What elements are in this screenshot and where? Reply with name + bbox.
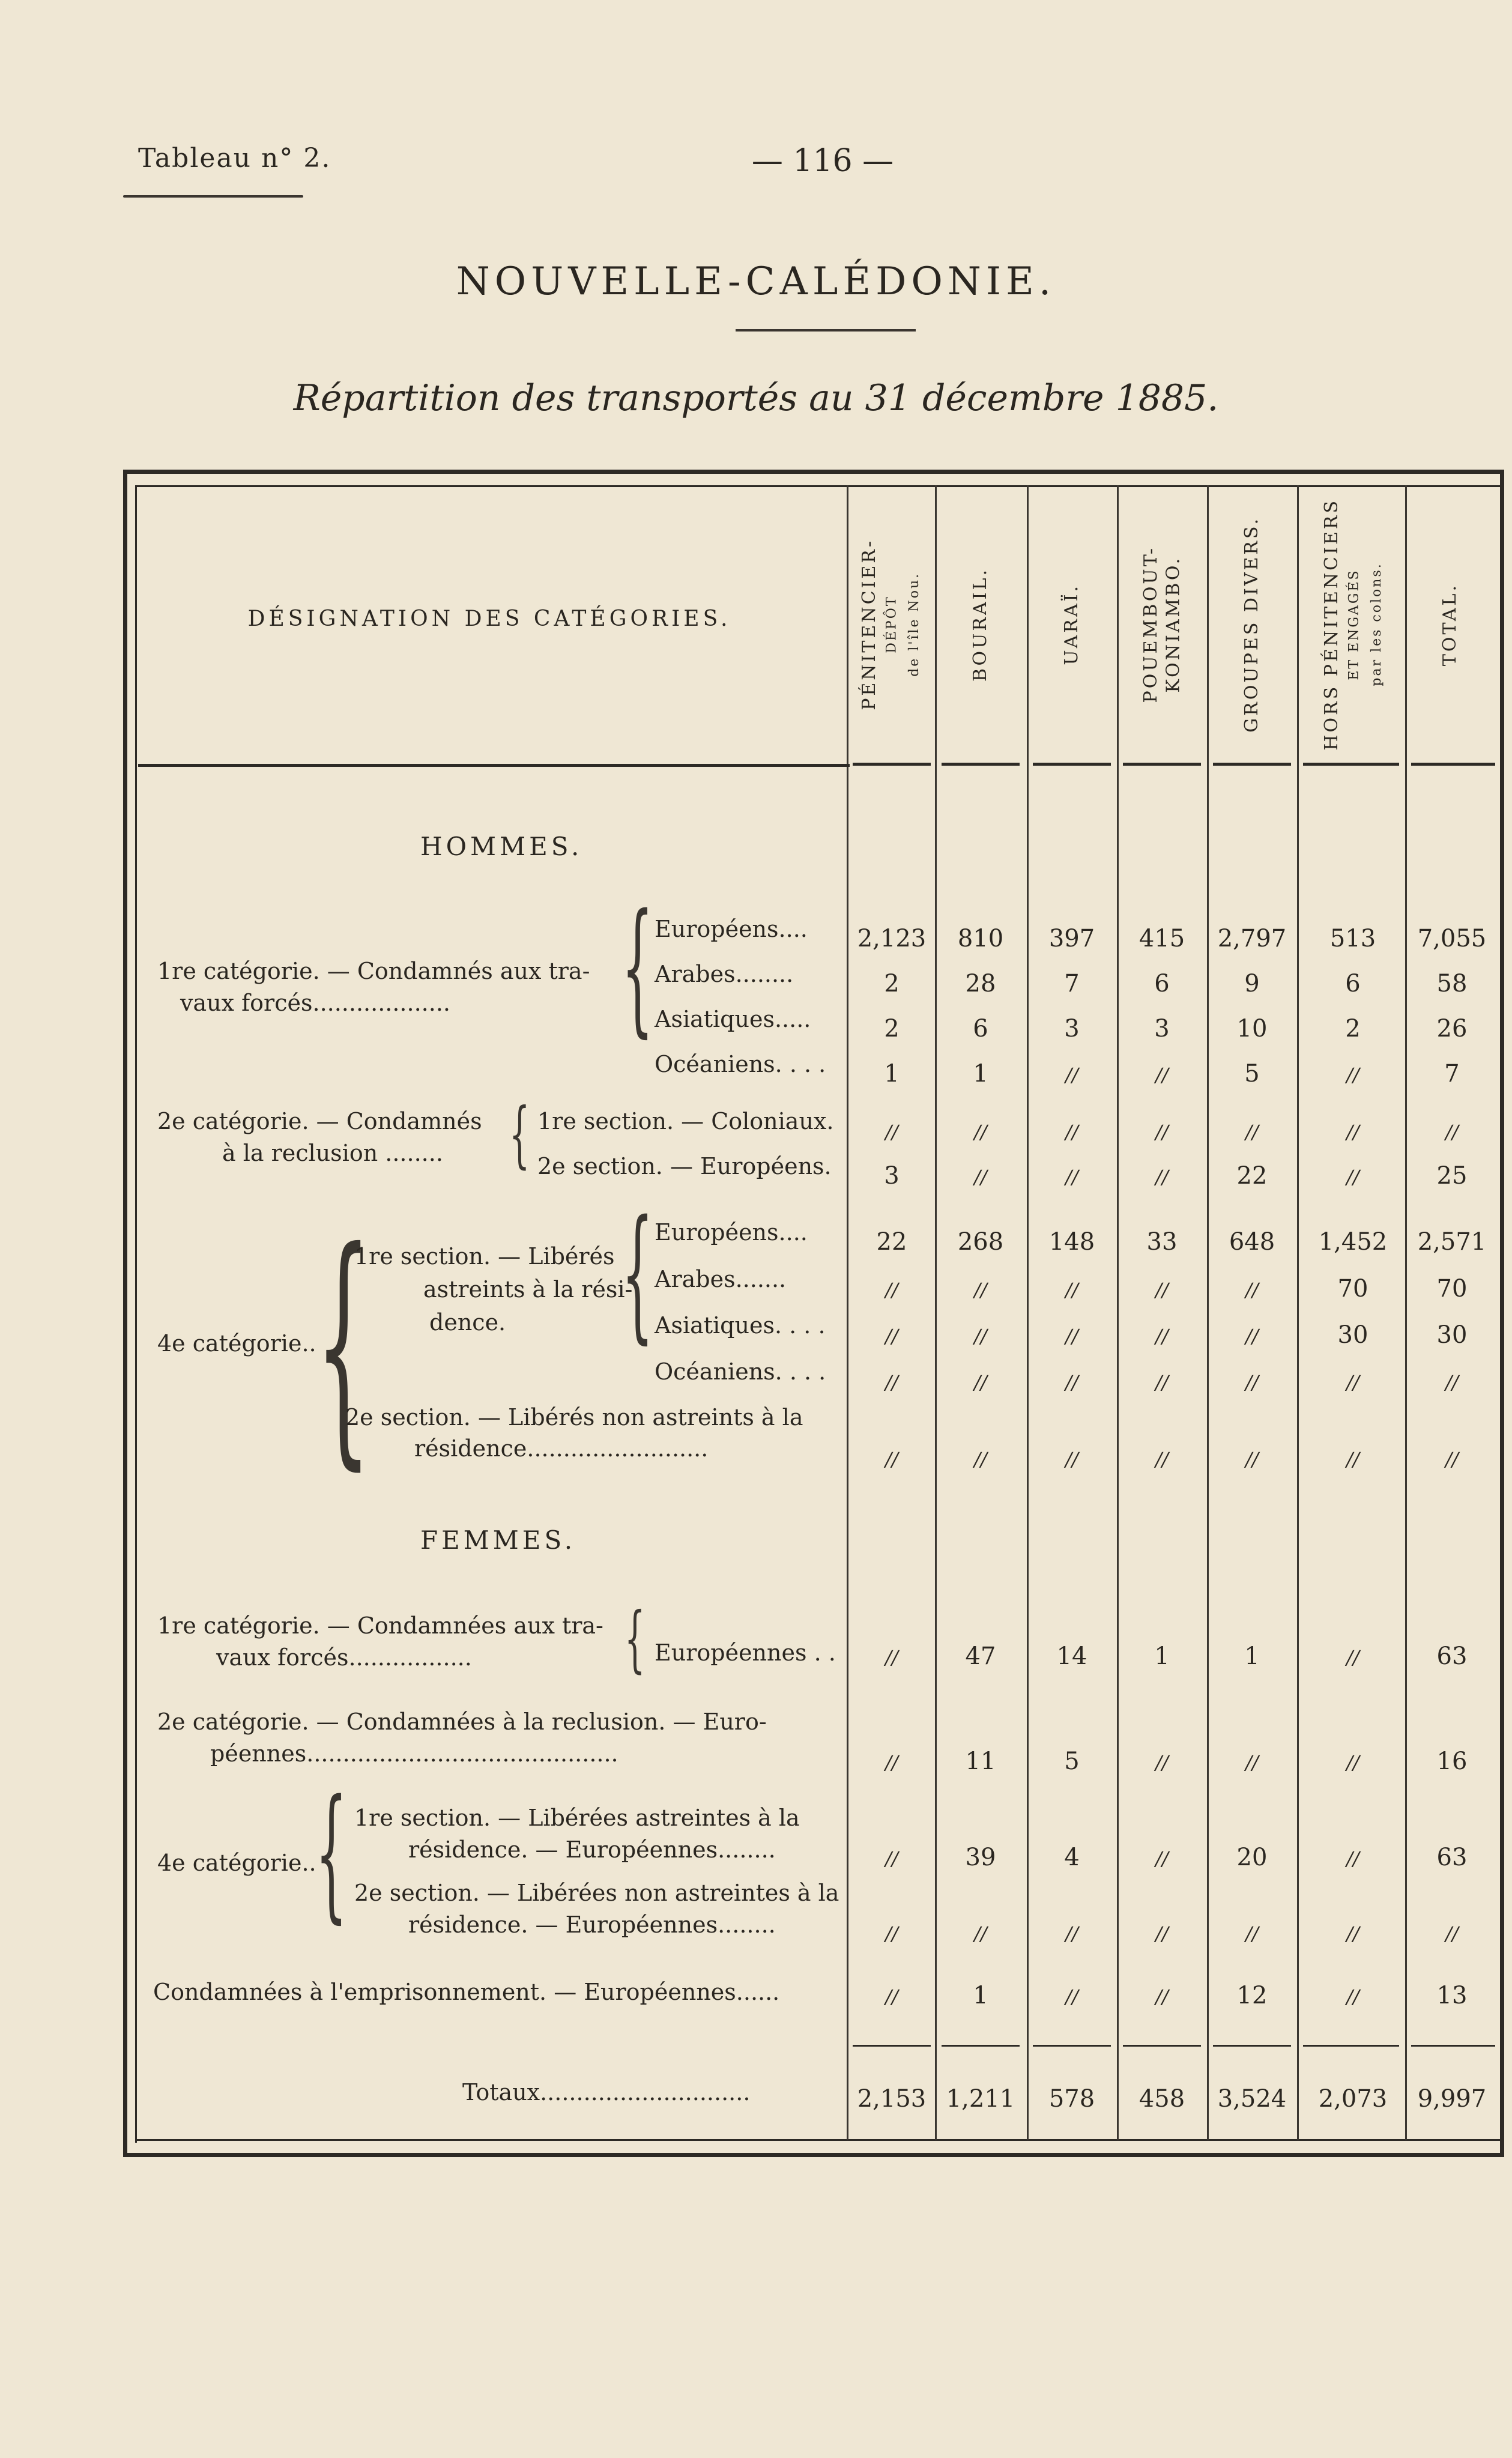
table-cell: //: [1065, 1166, 1078, 1188]
total-label: TOTAL.: [1439, 583, 1461, 667]
table-cell: 7,055: [1417, 925, 1487, 952]
table-cell: 39: [965, 1844, 996, 1871]
table-cell: //: [885, 1985, 898, 2008]
table-cell: 1: [1154, 1642, 1170, 1670]
designation-header: DÉSIGNATION DES CATÉGORIES.: [247, 607, 731, 631]
table-cell: //: [1155, 1166, 1169, 1188]
table-cell: 648: [1229, 1228, 1275, 1256]
table-cell: //: [1245, 1121, 1259, 1143]
table-cell: 58: [1436, 970, 1468, 997]
table-cell: //: [885, 1279, 898, 1301]
table-cell: //: [1346, 1371, 1359, 1394]
hors-label-3: par les colons.: [1368, 562, 1384, 687]
column-header-hors: [1303, 492, 1405, 757]
table-cell: 268: [957, 1228, 1004, 1256]
table-cell: //: [1065, 1121, 1078, 1143]
table-cell: //: [1155, 1847, 1169, 1870]
femmes-cat2-label-cont: péennes...........................................: [210, 1740, 618, 1767]
header-rule: [1123, 763, 1201, 766]
table-inner-bottom-rule: [135, 2139, 1504, 2141]
header-rule: [1033, 763, 1111, 766]
table-cell: 1,452: [1318, 1228, 1388, 1256]
table-cell: 148: [1048, 1228, 1095, 1256]
table-cell: //: [1346, 1646, 1359, 1669]
table-cell: //: [885, 1325, 898, 1348]
table-cell: //: [1065, 1922, 1078, 1945]
table-cell: //: [974, 1279, 987, 1301]
table-cell: 70: [1337, 1275, 1368, 1303]
table-cell: //: [974, 1448, 987, 1471]
table-cell: 5: [1064, 1748, 1080, 1775]
brace: {: [315, 1769, 348, 1937]
table-cell: 6: [973, 1015, 988, 1043]
table-cell: 513: [1329, 925, 1376, 952]
column-divider: [1297, 485, 1299, 2140]
row-label: Européennes . .: [655, 1639, 836, 1666]
table-cell: 2: [884, 1015, 900, 1043]
header-rule: [1303, 763, 1399, 766]
tableau-underline: [123, 195, 303, 198]
table-cell: 11: [965, 1748, 996, 1775]
table-cell: //: [1065, 1371, 1078, 1394]
totals-rule: [1303, 2045, 1399, 2047]
totals-rule: [1213, 2045, 1291, 2047]
page-subtitle: Répartition des transportés au 31 décembre 1885.: [293, 377, 1219, 419]
table-cell: 14: [1056, 1642, 1087, 1670]
header-rule: [1411, 763, 1495, 766]
brace: {: [315, 1198, 372, 1492]
table-cell: 1: [973, 1982, 988, 2009]
femmes-cat1-label: 1re catégorie. — Condamnées aux tra-: [157, 1612, 603, 1639]
table-cell: 2,797: [1217, 925, 1287, 952]
brace: {: [621, 1189, 654, 1357]
total-cell: 3,524: [1217, 2085, 1287, 2113]
table-cell: 1: [973, 1060, 988, 1088]
table-cell: //: [1445, 1121, 1459, 1143]
table-cell: //: [885, 1751, 898, 1774]
total-cell: 2,153: [857, 2085, 927, 2113]
table-cell: 33: [1146, 1228, 1178, 1256]
table-cell: //: [1155, 1121, 1169, 1143]
table-cell: //: [974, 1922, 987, 1945]
row-label: 2e section. — Européens.: [537, 1153, 832, 1179]
table-cell: //: [885, 1371, 898, 1394]
row-label: Européens....: [655, 1219, 808, 1246]
table-cell: //: [1245, 1325, 1259, 1348]
table-cell: //: [1245, 1751, 1259, 1774]
table-cell: 63: [1436, 1844, 1468, 1871]
column-header-uarai: [1028, 492, 1116, 757]
hommes-cat2-label: 2e catégorie. — Condamnés: [157, 1108, 482, 1134]
table-cell: 1: [884, 1060, 900, 1088]
table-cell: //: [1155, 1279, 1169, 1301]
femmes-cat4-section1-cont: résidence. — Européennes........: [408, 1836, 776, 1863]
hommes-cat1-label-cont: vaux forcés...................: [180, 990, 450, 1016]
hors-label-2: ET ENGAGÉS: [1346, 569, 1362, 680]
femmes-cat4-label: 4e catégorie..: [157, 1850, 316, 1876]
row-label: Océaniens. . . .: [655, 1051, 826, 1077]
tableau-number: Tableau n° 2.: [138, 143, 331, 174]
row-label: 1re section. — Coloniaux.: [537, 1108, 834, 1134]
table-cell: 3: [884, 1162, 900, 1190]
table-cell: //: [1346, 1166, 1359, 1188]
table-cell: 2,571: [1417, 1228, 1487, 1256]
cat4-section1-label-end: dence.: [429, 1309, 506, 1336]
table-cell: //: [1445, 1448, 1459, 1471]
table-cell: //: [1155, 1448, 1169, 1471]
table-cell: //: [1245, 1371, 1259, 1394]
femmes-emprisonnement: Condamnées à l'emprisonnement. — Européennes......: [153, 1979, 780, 2005]
brace: {: [509, 1093, 530, 1176]
pouembout-label-1: POUEMBOUT-: [1140, 546, 1161, 703]
table-cell: //: [1445, 1922, 1459, 1945]
table-cell: 415: [1139, 925, 1185, 952]
table-cell: //: [1346, 1121, 1359, 1143]
table-cell: 22: [876, 1228, 907, 1256]
table-cell: 2,123: [857, 925, 927, 952]
header-rule: [942, 763, 1020, 766]
table-cell: //: [1346, 1985, 1359, 2008]
total-cell: 2,073: [1318, 2085, 1388, 2113]
row-label: Océaniens. . . .: [655, 1358, 826, 1385]
table-cell: 47: [965, 1642, 996, 1670]
table-cell: 7: [1444, 1060, 1460, 1088]
table-cell: //: [1346, 1751, 1359, 1774]
table-cell: 5: [1244, 1060, 1260, 1088]
column-header-bourail: [937, 492, 1024, 757]
table-cell: //: [1445, 1371, 1459, 1394]
row-label: Arabes........: [655, 961, 794, 987]
column-header-pouembout: [1118, 492, 1206, 757]
table-cell: //: [1155, 1985, 1169, 2008]
table-cell: 1: [1244, 1642, 1260, 1670]
table-cell: 3: [1064, 1015, 1080, 1043]
penitencier-sub-label: DÉPÔT: [884, 595, 900, 654]
table-cell: 26: [1436, 1015, 1468, 1043]
total-cell: 9,997: [1417, 2085, 1487, 2113]
table-cell: //: [1065, 1985, 1078, 2008]
table-cell: 22: [1236, 1162, 1268, 1190]
femmes-cat4-section2-cont: résidence. — Européennes........: [408, 1912, 776, 1938]
hors-label-1: HORS PÉNITENCIERS: [1320, 498, 1342, 751]
page-number: — 116 —: [751, 143, 894, 179]
column-header-penitencier: [848, 492, 936, 757]
table-inner-top-rule: [135, 485, 1504, 487]
table-cell: //: [1346, 1847, 1359, 1870]
femmes-cat4-section1: 1re section. — Libérées astreintes à la: [354, 1805, 800, 1831]
femmes-heading: FEMMES.: [420, 1525, 576, 1555]
table-cell: 2: [884, 970, 900, 997]
table-cell: 10: [1236, 1015, 1268, 1043]
totals-rule: [1033, 2045, 1111, 2047]
table-cell: 13: [1436, 1982, 1468, 2009]
table-inner-left-rule: [135, 485, 137, 2143]
table-cell: //: [1245, 1279, 1259, 1301]
row-label: Asiatiques. . . .: [655, 1312, 826, 1339]
table-cell: 63: [1436, 1642, 1468, 1670]
femmes-cat4-section2: 2e section. — Libérées non astreintes à la: [354, 1880, 839, 1906]
table-cell: 30: [1337, 1321, 1368, 1349]
cat4-section1-label: 1re section. — Libérés: [354, 1243, 615, 1270]
table-cell: //: [885, 1448, 898, 1471]
row-label: Européens....: [655, 916, 808, 942]
total-cell: 578: [1048, 2085, 1095, 2113]
total-cell: 458: [1139, 2085, 1185, 2113]
hommes-cat2-label-cont: à la reclusion ........: [222, 1140, 443, 1166]
table-cell: 12: [1236, 1982, 1268, 2009]
table-cell: //: [1346, 1922, 1359, 1945]
title-rule: [736, 329, 916, 331]
table-cell: //: [974, 1121, 987, 1143]
totals-rule: [853, 2045, 931, 2047]
table-cell: 70: [1436, 1275, 1468, 1303]
table-cell: //: [885, 1646, 898, 1669]
table-cell: //: [1065, 1064, 1078, 1086]
table-cell: 9: [1244, 970, 1260, 997]
table-cell: //: [1155, 1751, 1169, 1774]
brace: {: [624, 1597, 646, 1681]
table-cell: //: [1155, 1922, 1169, 1945]
femmes-cat1-label-cont: vaux forcés.................: [216, 1644, 472, 1671]
table-cell: //: [1245, 1922, 1259, 1945]
table-cell: //: [885, 1847, 898, 1870]
pouembout-label-2: KONIAMBO.: [1163, 556, 1184, 693]
column-header-total: [1406, 492, 1494, 757]
table-cell: //: [885, 1922, 898, 1945]
table-cell: 6: [1154, 970, 1170, 997]
table-cell: //: [1346, 1064, 1359, 1086]
table-cell: 3: [1154, 1015, 1170, 1043]
cat4-section2-label: 2e section. — Libérés non astreints à la: [345, 1404, 803, 1430]
table-cell: //: [1155, 1371, 1169, 1394]
table-cell: 4: [1064, 1844, 1080, 1871]
table-cell: 6: [1345, 970, 1361, 997]
groupes-label: GROUPES DIVERS.: [1241, 516, 1263, 733]
table-cell: 25: [1436, 1162, 1468, 1190]
table-cell: //: [974, 1371, 987, 1394]
row-label: Asiatiques.....: [655, 1006, 811, 1032]
table-cell: //: [1065, 1448, 1078, 1471]
bourail-label: BOURAIL.: [970, 567, 991, 682]
page-title: NOUVELLE-CALÉDONIE.: [456, 259, 1056, 304]
table-cell: 30: [1436, 1321, 1468, 1349]
table-cell: 2: [1345, 1015, 1361, 1043]
table-cell: 397: [1048, 925, 1095, 952]
table-cell: 20: [1236, 1844, 1268, 1871]
table-cell: //: [1346, 1448, 1359, 1471]
table-cell: //: [1245, 1448, 1259, 1471]
cat4-section1-label-cont: astreints à la rési-: [423, 1276, 633, 1303]
header-rule: [138, 764, 850, 767]
table-cell: 7: [1064, 970, 1080, 997]
hommes-cat1-label: 1re catégorie. — Condamnés aux tra-: [157, 958, 590, 984]
table-cell: //: [1065, 1279, 1078, 1301]
total-cell: 1,211: [946, 2085, 1015, 2113]
table-cell: //: [1065, 1325, 1078, 1348]
row-label: Arabes.......: [655, 1266, 787, 1292]
header-rule: [1213, 763, 1291, 766]
header-rule: [853, 763, 931, 766]
table-cell: //: [974, 1325, 987, 1348]
table-cell: //: [1155, 1325, 1169, 1348]
uarai-label: UARAÏ.: [1061, 584, 1083, 665]
femmes-cat2-label: 2e catégorie. — Condamnées à la reclusion. — Euro-: [157, 1709, 767, 1735]
hommes-heading: HOMMES.: [420, 832, 583, 861]
totaux-label: Totaux.............................: [462, 2079, 751, 2105]
table-cell: //: [974, 1166, 987, 1188]
penitencier-label: PÉNITENCIER-: [858, 539, 880, 710]
table-cell: //: [1155, 1064, 1169, 1086]
brace: {: [621, 883, 654, 1051]
hommes-cat4-label: 4e catégorie..: [157, 1330, 316, 1357]
table-cell: 810: [957, 925, 1004, 952]
column-header-groupes: [1208, 492, 1296, 757]
table-cell: //: [885, 1121, 898, 1143]
cat4-section2-label-cont: résidence.........................: [414, 1435, 709, 1462]
totals-rule: [1411, 2045, 1495, 2047]
table-cell: 16: [1436, 1748, 1468, 1775]
totals-rule: [942, 2045, 1020, 2047]
table-cell: 28: [965, 970, 996, 997]
penitencier-sub-label-2: de l'île Nou.: [906, 572, 922, 677]
totals-rule: [1123, 2045, 1201, 2047]
